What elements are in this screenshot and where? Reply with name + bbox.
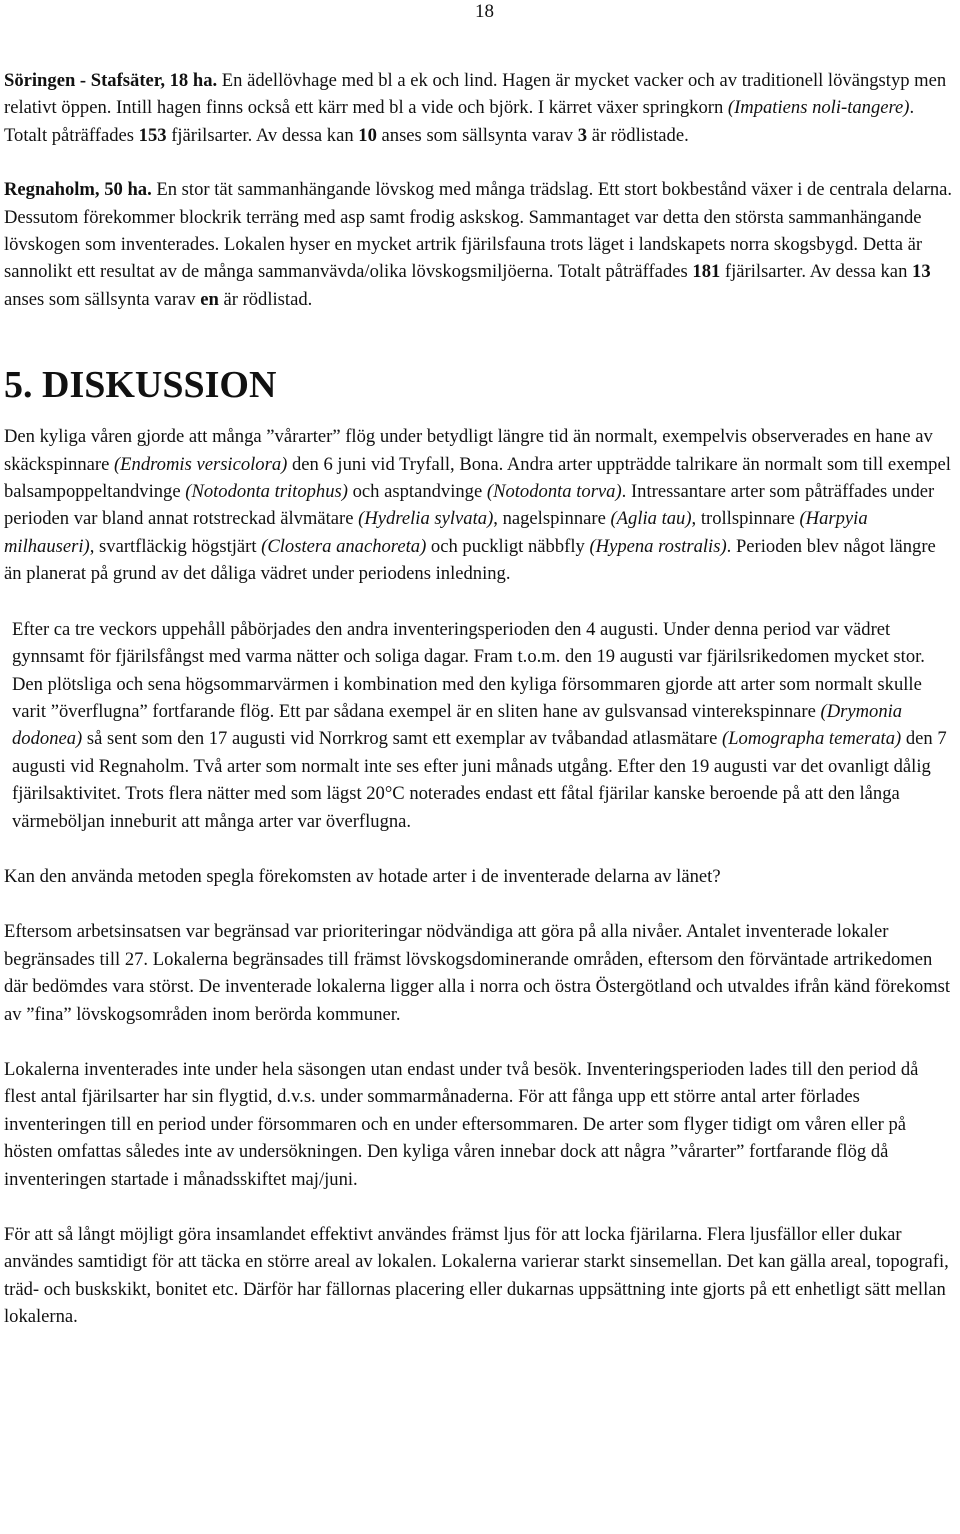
text-span: och asptandvinge [347,481,487,503]
text-span: Efter ca tre veckors uppehåll påbörjades den andra inventeringsperioden den 4 augusti. Under denna period var vädret gynnsamt för fjärilsfångst med varma nätter och soliga dagar. Fram t.o.m. den 19 augusti var fjärilsrikedomen mycket stor. Den plötsliga och sena högsommarvärmen i kombination med den kyliga försommaren gjorde att arter som normalt skulle varit ”överflugna” fortfarande flög. Ett par sådana exempel är en sliten hane av gulsvansad vinterekspinnare [12,618,925,722]
species-name: (Hypena rostralis) [589,535,727,557]
text-span: är rödlistad. [218,288,313,310]
locality-description-soringen [4,67,954,149]
discussion-paragraph-visits [4,1056,954,1193]
document-body [4,67,954,1331]
text-span: För att så långt möjligt göra insamlandet effektivt användes främst ljus för att locka fjärilarna. Flera ljusfällor eller dukar användes samtidigt för att täcka en större areal av lokalen. Lokalerna varierar starkt sinsemellan. Det kan gälla areal, topografi, träd- och buskskikt, bonitet etc. Därför har fällornas placering eller dukarnas uppsättning inte gjorts på ett enhetligt sätt mellan lokalerna. [4,1224,949,1328]
locality-description-regnaholm [4,176,954,313]
text-span: den 7 augusti vid Regnaholm. Två arter som normalt inte ses efter juni månads utgång. Efter den 19 augusti var det ovanligt dålig fjärilsaktivitet. Trots flera nätter med som lägst 20°C noterades endast ett fåtal fjärilar kanske beroende på att den långa värmeböljan inneburit att många arter var överflugna. [12,728,947,832]
discussion-paragraph-light-traps [4,1221,954,1331]
text-span: Den kyliga våren gjorde att många ”vårarter” flög under betydligt längre tid än normalt, exempelvis observerades en hane av skäckspinnare [4,426,933,475]
text-span: . Perioden blev något längre än planerat på grund av det dåliga vädret under periodens inledning. [4,535,936,585]
count-value: 13 [912,261,931,283]
count-value: 10 [358,124,377,146]
text-span: och puckligt näbbfly [426,535,590,557]
locality-name: Söringen - Stafsäter, 18 ha. [4,70,218,91]
text-span: är rödlistade. [587,124,689,146]
text-span: Eftersom arbetsinsatsen var begränsad var prioriteringar nödvändiga att göra på alla nivåer. Antalet inventerade lokaler begränsades till 27. Lokalerna begränsades till främst lövskogsdominerande områden, eftersom den förväntade artrikedomen där bedömdes vara störst. De inventerade lokalerna ligger alla i norra och östra Östergötland och utvaldes ifrån känd förekomst av ”fina” lövskogsområden inom berörda kommuner. [4,921,951,1025]
text-span: fjärilsarter. Av dessa kan [166,124,359,146]
species-name: (Hydrelia sylvata) [358,508,494,530]
count-value: en [200,288,219,310]
text-span: anses som sällsynta varav [4,288,201,310]
discussion-paragraph-august [4,616,954,835]
species-name: (Drymonia dodonea) [12,700,903,750]
section-heading: 5. DISKUSSION [4,364,277,407]
species-name: (Aglia tau) [610,508,692,530]
text-span: , svartfläckig högstjärt [89,535,262,557]
species-name: (Harpyia milhauseri) [4,508,868,557]
species-name: (Lomographa temerata) [722,728,902,750]
count-value: 181 [692,261,721,283]
text-span: så sent som den 17 augusti vid Norrkrog samt ett exemplar av tvåbandad atlasmätare [82,728,722,750]
species-name: (Clostera anachoreta) [261,535,427,557]
text-span: anses som sällsynta varav [376,124,578,146]
species-name: (Notodonta torva) [486,481,622,503]
text-span: . Intressantare arter som påträffades under perioden var bland annat rotstreckad älvmätare [4,481,935,530]
discussion-paragraph-spring [4,423,954,587]
species-name: (Notodonta tritophus) [185,481,348,503]
discussion-paragraph-priorities [4,918,954,1028]
species-name: (Impatiens noli-tangere) [727,97,910,119]
discussion-question [4,863,954,890]
text-span: En stor tät sammanhängande lövskog med många trädslag. Ett stort bokbestånd växer i de centrala delarna. Dessutom förekommer blockrik terräng med asp samt frodig askskog. Sammantaget var detta den största sammanhängande lövskogen som inventerades. Lokalen hyser en mycket artrik fjärilsfauna trots läget i landskapets norra skogsbygd. Detta är sannolikt ett resultat av de många sammanvävda/olika lövskogsmiljöerna. Totalt påträffades [4,179,953,283]
text-span: , nagelspinnare [493,508,611,530]
locality-name: Regnaholm, 50 ha. [4,179,152,201]
count-value: 3 [577,124,588,146]
species-name: (Endromis versicolora) [113,453,288,475]
text-span: , trollspinnare [691,508,800,530]
text-span: En ädellövhage med bl a ek och lind. Hagen är mycket vacker och av traditionell lövängstyp men relativt öppen. Intill hagen finns också ett kärr med bl a vide och björk. I kärret växer springkorn [4,70,947,119]
text-span: Kan den använda metoden spegla förekomsten av hotade arter i de inventerade delarna av länet? [4,865,721,887]
page-number: 18 [475,1,494,22]
count-value: 153 [138,124,167,146]
text-span: Lokalerna inventerades inte under hela säsongen utan endast under två besök. Inventeringsperioden lades till den period då flest antal fjärilsarter har sin flygtid, d.v.s. under sommarmånaderna. För att fånga upp ett större antal arter förlades inventeringen till en period under försommaren och en under eftersommaren. De arter som flyger tidigt om våren eller på hösten omfattas således inte av undersökningen. Den kyliga våren innebar dock att några ”vårarter” fortfarande flög då inventeringen startade i månadsskiftet maj/juni. [4,1058,919,1190]
text-span: den 6 juni vid Tryfall, Bona. Andra arter uppträdde talrikare än normalt som till exempel balsampoppeltandvinge [4,453,951,503]
text-span: fjärilsarter. Av dessa kan [720,261,913,283]
text-span: . Totalt påträffades [4,97,915,146]
